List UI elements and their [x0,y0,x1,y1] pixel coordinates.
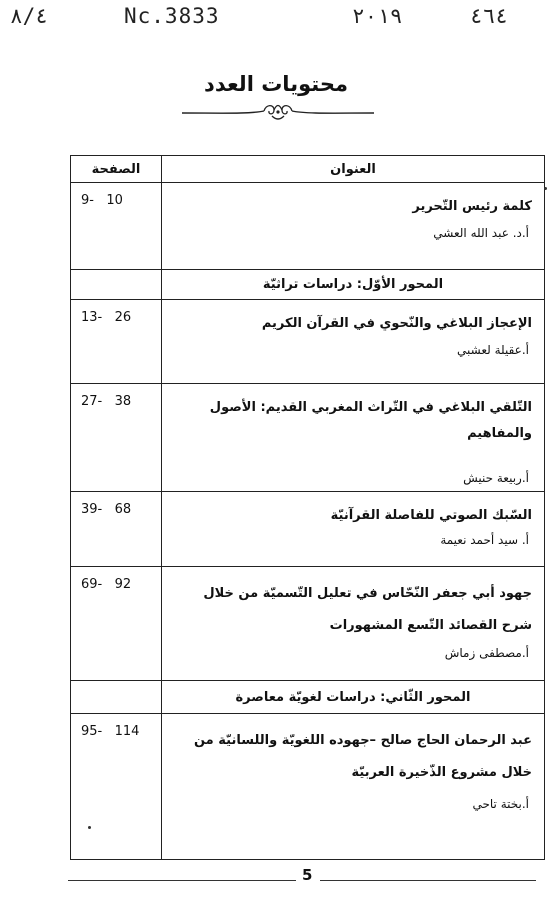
page-range: 27- 38 [81,394,132,409]
table-row [71,300,545,384]
table-row [71,183,545,270]
table-row [71,567,545,681]
entry-title[interactable]: كلمة رئيس التّحرير [412,199,532,214]
footer-rule-left [68,880,296,881]
entry-title[interactable]: السّبك الصوتي للفاصلة القرآنيّة [330,508,532,523]
entry-cell [162,567,545,681]
entry-cell [162,183,545,270]
table-row [71,492,545,567]
page-range: 69- 92 [81,577,132,592]
handwritten-issue-number: ٤٦٤ [470,4,508,28]
page-cell [71,492,162,567]
handwritten-reference-number: Nc.3833 [124,4,220,28]
page-range: 13- 26 [81,310,132,325]
handwritten-volume-note: ٨/٤ [10,4,48,28]
footer-rule-right [320,880,536,881]
page-cell [71,270,162,300]
header-page: الصفحة [71,156,162,183]
page-range: 95- 114 [81,724,140,739]
entry-author: أ.عقيلة لعشبي [457,343,529,357]
ornament-divider [180,102,376,122]
page-cell [71,714,162,860]
entry-title[interactable]: عبد الرحمان الحاج صالح –جهوده اللغويّة واللسانيّة من خلال مشروع الذّخيرة العربيّة [193,733,532,780]
page-cell [71,300,162,384]
header-title: العنوان [162,156,545,183]
handwritten-year: ٢٠١٩ [352,4,403,28]
page-range: 9- 10 [81,193,123,208]
page-cell [71,681,162,714]
entry-cell [162,492,545,567]
scan-mark [88,826,91,829]
entry-author: أ.ربيعة حنيش [463,471,529,485]
entry-cell [162,384,545,492]
page-range: 39- 68 [81,502,132,517]
table-header-row [71,156,545,183]
page-cell [71,567,162,681]
entry-author: أ.بختة تاحي [472,797,529,811]
page-title: محتويات العدد [204,72,348,96]
scan-mark [544,187,547,190]
entry-title[interactable]: التّلقي البلاغي في التّراث المغربي القديم: الأصول والمفاهيم [209,400,532,441]
entry-title[interactable]: الإعجاز البلاغي والنّحوي في القرآن الكريم [261,316,532,331]
section-row [71,681,545,714]
page-cell [71,183,162,270]
section-row [71,270,545,300]
entry-cell [162,300,545,384]
entry-author: أ.د. عبد الله العشي [433,226,529,240]
section-title: المحور الثّاني: دراسات لغويّة معاصرة [162,681,545,714]
contents-table [70,155,545,860]
entry-title[interactable]: جهود أبي جعفر النّحّاس في تعليل التّسميّة من خلال شرح القصائد التّسع المشهورات [203,586,532,633]
entry-author: أ.مصطفى زماش [444,646,529,660]
table-row [71,384,545,492]
page-number: 5 [302,866,313,884]
entry-cell [162,714,545,860]
section-title: المحور الأوّل: دراسات تراثيّة [162,270,545,300]
entry-author: أ. سيد أحمد نعيمة [440,533,529,547]
table-row [71,714,545,860]
page-cell [71,384,162,492]
